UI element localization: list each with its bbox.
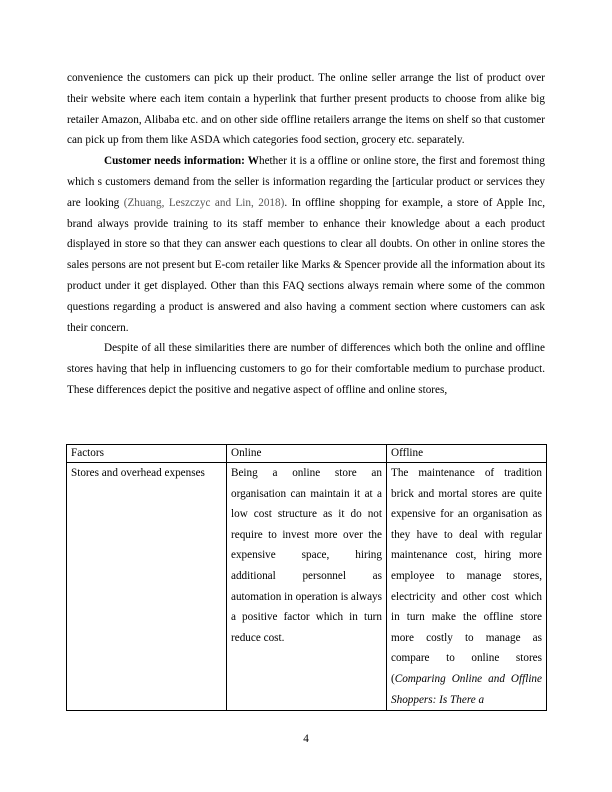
customer-needs-text-b: . In offline shopping for example, a store of Apple Inc, brand always provide training to its staff member to enhance their knowledge about a each product displayed in store so that they can answer each questions to clear all doubts. On other in online stores the sales persons are not present but E-com retailer like Marks & Spencer provide all the information about its product under it get displayed. Other than this FAQ sections always remain where some of the common questions regarding a product is answered and also having a comment section where customers can ask their concern. [67,196,545,334]
citation-zhuang: (Zhuang, Leszczyc and Lin, 2018) [123,196,285,209]
paragraph-customer-needs [67,151,545,338]
cell-offline-text: The maintenance of tradition brick and mortal stores are quite expensive for an organisation as they have to deal with regular maintenance cost, hiring more employee to manage stores, electricity and other cost which in turn make the offline store more costly to manage as compare to online stores ( [391,467,542,685]
cell-offline-citation: Comparing Online and Offline Shoppers: Is There a [391,672,542,706]
paragraph-differences: Despite of all these similarities there are number of differences which both the online and offline stores having that help in influencing customers to go for their comfortable medium to purchase product. These differences depict the positive and negative aspect of offline and online stores, [67,342,545,396]
cell-online: Being a online store an organisation can maintain it at a low cost structure as it do not require to invest more over the expensive space, hiring additional personnel as automation in operation is always a positive factor which in turn reduce cost. [227,463,387,711]
cell-factor: Stores and overhead expenses [67,463,227,711]
table-row [67,463,547,711]
customer-needs-text-a: hether it is a offline or online store, the first and foremost thing which s customers demand from the seller is information regarding the [articular product or services they are looking [67,155,545,209]
table-header-row [67,445,547,463]
comparison-table [66,444,547,711]
header-offline: Offline [387,445,547,463]
body-text [67,68,545,401]
page-number: 4 [303,733,309,745]
header-online: Online [227,445,387,463]
header-factors: Factors [67,445,227,463]
cell-offline [387,463,547,711]
paragraph-convenience: convenience the customers can pick up their product. The online seller arrange the list of product over their website where each item contain a hyperlink that further present products to choose from alike big retailer Amazon, Alibaba etc. and on other side offline retailers arrange the items on shelf so that customer can pick up from them like ASDA which categories food section, grocery etc. separately. [67,72,545,147]
customer-needs-heading: Customer needs information: W [104,155,259,168]
